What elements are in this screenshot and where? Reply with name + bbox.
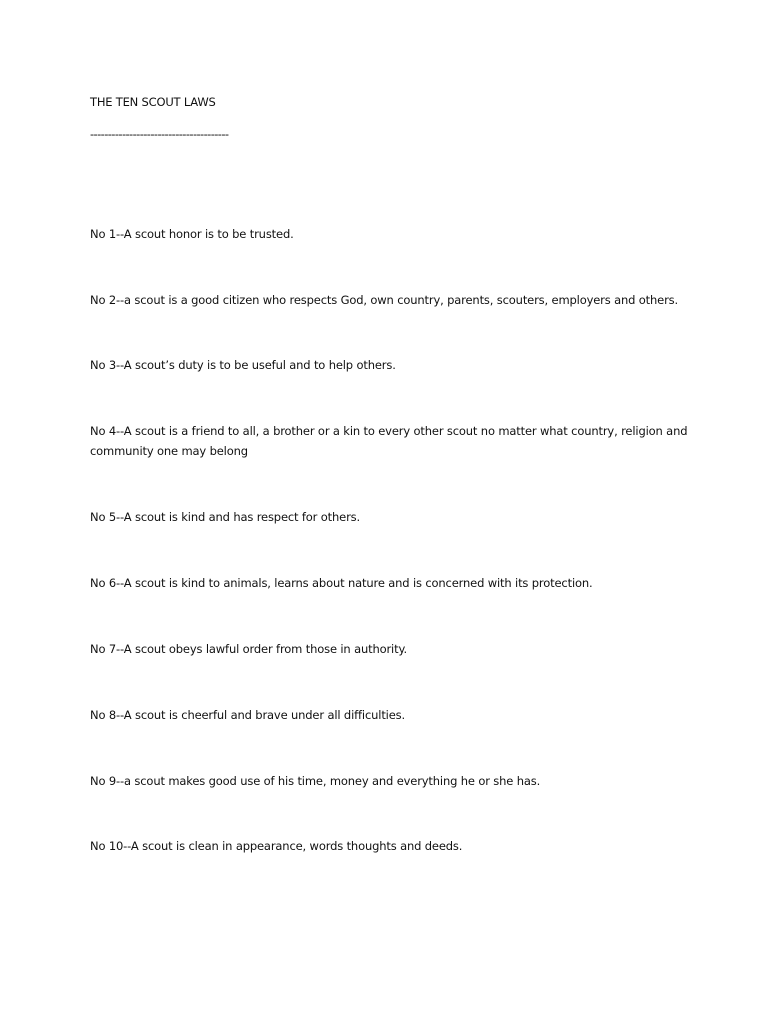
scout-law-8: No 8--A scout is cheerful and brave under all difficulties. [90,708,406,722]
scout-law-4: No 4--A scout is a friend to all, a brother or a kin to every other scout no matter what country, religion and community one may belong [90,424,688,458]
scout-law-10: No 10--A scout is clean in appearance, words thoughts and deeds. [90,839,463,853]
document-title: THE TEN SCOUT LAWS [90,95,216,109]
scout-law-1: No 1--A scout honor is to be trusted. [90,227,294,241]
scout-law-3: No 3--A scout’s duty is to be useful and to help others. [90,358,396,372]
scout-law-2: No 2--a scout is a good citizen who respects God, own country, parents, scouters, employers and others. [90,293,679,307]
scout-law-9: No 9--a scout makes good use of his time, money and everything he or she has. [90,774,541,788]
title-underline-rule: --------------------------------------- [90,127,229,141]
scout-law-5: No 5--A scout is kind and has respect for others. [90,510,361,524]
scout-law-7: No 7--A scout obeys lawful order from those in authority. [90,642,407,656]
scout-law-6: No 6--A scout is kind to animals, learns about nature and is concerned with its protection. [90,576,593,590]
